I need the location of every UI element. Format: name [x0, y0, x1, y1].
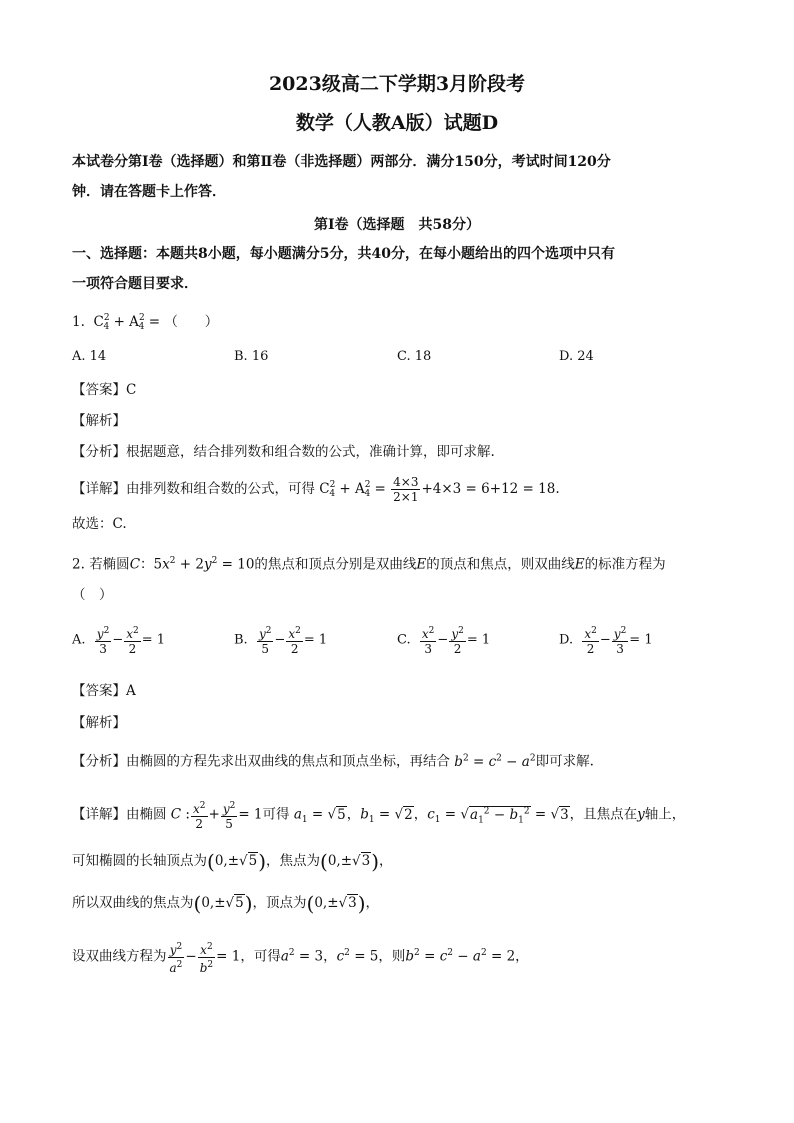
option-label: C.	[397, 632, 411, 648]
analysis-tag: 【分析】	[72, 753, 126, 770]
stem-text: 的标准方程为	[584, 556, 666, 573]
answer-blank: （ ）	[72, 587, 113, 603]
option-label: B.	[234, 632, 248, 648]
detail-line: 【详解】由椭圆 C : $\frac{x^2}{2}$ + $\frac{y^2}{5}$ = 1可得 $a_1 = √5$，$b_1 = √2$，$c_1 = √a_1^2 - b_1^2 = √3$，且焦点在y轴上，	[72, 801, 686, 831]
section-instructions-1: 一、选择题：本题共8小题，每小题满分5分，共40分，在每小题给出的四个选项中只有	[72, 246, 615, 262]
formula: $b^2 = c^2 - a^2$	[454, 753, 536, 770]
detail-text: 可得	[262, 806, 290, 823]
detail-text: ，且焦点在	[569, 806, 638, 823]
question-number: 2.	[72, 556, 85, 573]
analysis-tag: 【分析】	[72, 444, 126, 460]
conclusion-line: 故选：C.	[72, 516, 127, 532]
detail-line: 所以双曲线的焦点为(0,±√5)，顶点为(0,±√3)，	[72, 891, 380, 916]
analysis-line	[72, 748, 594, 772]
detail-text: ，焦点为	[266, 853, 321, 869]
answer-label: 【答案】C	[72, 382, 137, 398]
stem-text: 的焦点和顶点分别是双曲线	[254, 556, 417, 573]
detail-text: 设双曲线方程为	[72, 948, 167, 965]
formula: $C^2_4 + A^2_4$ =	[319, 480, 386, 499]
option-c: C. 18	[397, 349, 432, 364]
question-2-stem: 2. 若椭圆C：$5x^2 + 2y^2 = 10$的焦点和顶点分别是双曲线E的顶点和焦点，则双曲线E的标准方程为	[72, 556, 666, 573]
formula: $C^2_4 + A^2_4$ =	[89, 313, 161, 332]
option-b: B. $\frac{y^2}{5}$ − $\frac{x^2}{2}$ = 1	[234, 626, 328, 656]
fraction: $\frac{4\times 3}{2\times 1}$	[393, 475, 419, 504]
option-a: A. 14	[72, 349, 107, 364]
section-instructions-2: 一项符合题目要求．	[72, 276, 198, 292]
option-c: C. $\frac{x^2}{3}$ − $\frac{y^2}{2}$ = 1	[397, 626, 491, 656]
detail-text: 所以双曲线的焦点为	[72, 895, 194, 911]
detail-text: 由椭圆	[126, 806, 167, 823]
detail-text: 轴上，	[644, 806, 686, 823]
formula: C	[129, 556, 141, 573]
intro-line-2: 钟．请在答题卡上作答．	[72, 184, 226, 200]
detail-line: 设双曲线方程为 $\frac{y^2}{a^2}$ − $\frac{x^2}{b^2}$ = 1，可得$a^2 = 3$，$c^2 = 5$，则$b^2 = c^2 - a^2 = 2$，	[72, 941, 529, 975]
detail-line: 可知椭圆的长轴顶点为(0,±√5)，焦点为(0,±√3)，	[72, 849, 393, 874]
detail-text: ，可得	[240, 948, 281, 965]
answer-label: 【答案】A	[72, 683, 136, 699]
section-heading: 第Ⅰ卷（选择题 共58分）	[313, 217, 481, 233]
detail-result: +4×3 = 6+12 = 18.	[421, 481, 560, 497]
option-d: D. $\frac{x^2}{2}$ − $\frac{y^2}{3}$ = 1	[559, 626, 653, 656]
jiexi-label: 【解析】	[72, 715, 126, 731]
option-label: D.	[559, 632, 574, 648]
detail-line	[72, 474, 560, 506]
analysis-text: 根据题意，结合排列数和组合数的公式，准确计算，即可求解.	[126, 444, 495, 460]
detail-text: ，则	[378, 948, 406, 965]
stem-text: 若椭圆	[89, 556, 130, 573]
option-label: A.	[72, 632, 86, 648]
detail-text: 由排列数和组合数的公式，可得	[126, 481, 315, 497]
intro-line-1: 本试卷分第Ⅰ卷（选择题）和第Ⅱ卷（非选择题）两部分．满分150分，考试时间120分	[72, 154, 611, 170]
exam-subtitle: 数学（人教A版）试题D	[295, 112, 499, 134]
answer-blank: （ ）	[164, 314, 219, 330]
option-d: D. 24	[559, 349, 594, 364]
stem-text: 的顶点和焦点，则双曲线	[426, 556, 575, 573]
analysis-line	[72, 442, 495, 462]
detail-text: 可知椭圆的长轴顶点为	[72, 853, 207, 869]
detail-text: ，顶点为	[252, 895, 307, 911]
jiexi-label: 【解析】	[72, 413, 126, 429]
option-a: A. $\frac{y^2}{3}$ − $\frac{x^2}{2}$ = 1	[72, 626, 166, 656]
question-1-stem	[72, 312, 218, 334]
question-number: 1.	[72, 314, 85, 330]
analysis-text: 即可求解.	[535, 753, 594, 770]
option-b: B. 16	[234, 349, 269, 364]
exam-title: 2023级高二下学期3月阶段考	[268, 73, 526, 95]
detail-tag: 【详解】	[72, 806, 126, 823]
detail-tag: 【详解】	[72, 481, 126, 497]
analysis-text: 由椭圆的方程先求出双曲线的焦点和顶点坐标，再结合	[126, 753, 450, 770]
